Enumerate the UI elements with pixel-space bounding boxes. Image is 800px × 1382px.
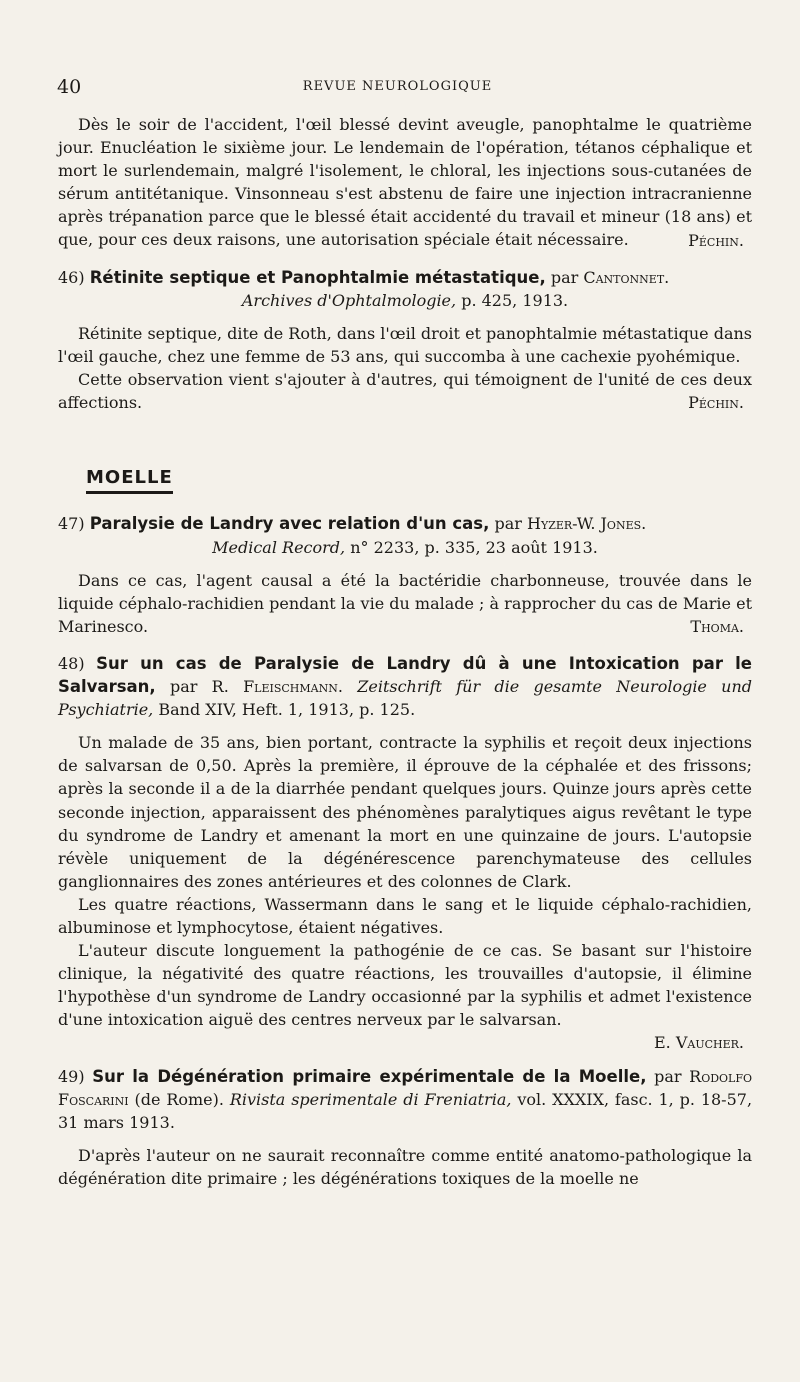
- journal-ref: Band XIV, Heft. 1, 1913, p. 125.: [158, 700, 416, 720]
- paragraph: Les quatre réactions, Wassermann dans le sang et le liquide céphalo-rachidien, albuminose et lymphocytose, étaient négatives.: [58, 894, 752, 937]
- article-number: 46): [58, 267, 85, 287]
- article-number: 47): [58, 514, 85, 534]
- article-title: Paralysie de Landry avec relation d'un cas,: [89, 514, 490, 534]
- journal-ref: n° 2233, p. 335, 23 août 1913.: [350, 537, 598, 557]
- page-header: [57, 76, 738, 100]
- journal-ref: vol. XXXIX, fasc. 1, p. 18-57, 31 mars 1913.: [58, 1089, 753, 1132]
- signature: Péchin.: [688, 393, 744, 413]
- page-number: 40: [57, 76, 82, 98]
- article-46-heading: [58, 266, 752, 289]
- article-49-heading: [58, 1065, 752, 1134]
- article-author: Hyzer-W. Jones.: [527, 514, 647, 534]
- journal-name: Rivista sperimentale di Freniatria,: [229, 1089, 512, 1109]
- paragraph: Un malade de 35 ans, bien portant, contracte la syphilis et reçoit deux injections de salvarsan de 0,50. Après la première, il éprouve de la céphalée et des frissons; après la seconde il a de la diarrhée pendant quelques jours. Quinze jours après cette seconde injection, apparaissent des phénomènes paralytiques aigus revêtant le type du syndrome de Landry et amenant la mort en une quinzaine de jours. L'autopsie révèle uniquement de la dégénérescence parenchymateuse des cellules ganglionnaires des zones antérieures et des colonnes de Clark.: [58, 733, 752, 891]
- article-48-heading: [58, 652, 752, 721]
- paragraph: Dès le soir de l'accident, l'œil blessé devint aveugle, panophtalme le quatrième jour. Enucléation le sixième jour. Le lendemain de l'opération, tétanos céphalique et mort le surlendemain, malgré l'isolement, le chloral, les injections sous-cutanées de sérum antitétanique. Vinsonneau s'est abstenu de faire une injection intracranienne après trépanation parce que le blessé était accidenté du travail et mineur (18 ans) et que, pour ces deux raisons, une autorisation spéciale était nécessaire.: [58, 115, 752, 250]
- article-author: Cantonnet.: [583, 267, 670, 287]
- article-46-source: [58, 289, 752, 312]
- section-heading: MOELLE: [86, 466, 173, 494]
- article-number: 49): [58, 1066, 85, 1086]
- article-by: par: [654, 1066, 682, 1086]
- signature: E. Vaucher.: [653, 1033, 744, 1053]
- paragraph: Rétinite septique, dite de Roth, dans l'œil droit et panophtalmie métastatique dans l'œil gauche, chez une femme de 53 ans, qui succomba à une cachexie pyohémique.: [58, 323, 752, 366]
- paragraph: L'auteur discute longuement la pathogénie de ce cas. Se basant sur l'histoire clinique, la négativité des quatre réactions, les trouvailles d'autopsie, il élimine l'hypothèse d'un syndrome de Landry occasionné par la syphilis et admet l'existence d'une intoxication aiguë des centres nerveux par le salvarsan.: [58, 941, 752, 1030]
- article-author: Rodolfo Foscarini: [58, 1066, 753, 1109]
- page-content: [58, 113, 752, 1190]
- article-by: par: [550, 267, 579, 287]
- paragraph: Dans ce cas, l'agent causal a été la bactéridie charbonneuse, trouvée dans le liquide céphalo-rachidien pendant la vie du malade ; à rapprocher du cas de Marie et Marinesco.: [58, 570, 752, 636]
- journal-ref: p. 425, 1913.: [461, 290, 569, 310]
- article-47-heading: [58, 512, 752, 535]
- article-title: Sur un cas de Paralysie de Landry dû à une Intoxication par le Salvarsan,: [58, 653, 752, 697]
- article-by: par R.: [169, 677, 229, 697]
- running-title: REVUE NEUROLOGIQUE: [302, 79, 493, 94]
- journal-name: Archives d'Ophtalmologie,: [241, 290, 457, 310]
- article-47-source: [58, 536, 752, 559]
- paragraph: D'après l'auteur on ne saurait reconnaître comme entité anatomo-pathologique la dégénération dite primaire ; les dégénérations toxiques de la moelle ne: [58, 1145, 752, 1188]
- signature: Péchin.: [688, 230, 744, 250]
- article-author: Fleischmann.: [243, 677, 343, 697]
- journal-name: Zeitschrift für die gesamte Neurologie und Psychiatrie,: [58, 677, 753, 720]
- paragraph: Cette observation vient s'ajouter à d'autres, qui témoignent de l'unité de ces deux affections.: [58, 370, 752, 413]
- article-title: Sur la Dégénération primaire expérimentale de la Moelle,: [92, 1066, 647, 1086]
- signature: Thoma.: [690, 616, 744, 636]
- article-number: 48): [58, 653, 85, 673]
- journal-name: Medical Record,: [212, 537, 346, 557]
- article-by: par: [494, 514, 522, 534]
- article-title: Rétinite septique et Panophtalmie métastatique,: [89, 267, 546, 287]
- author-place: (de Rome).: [134, 1089, 224, 1109]
